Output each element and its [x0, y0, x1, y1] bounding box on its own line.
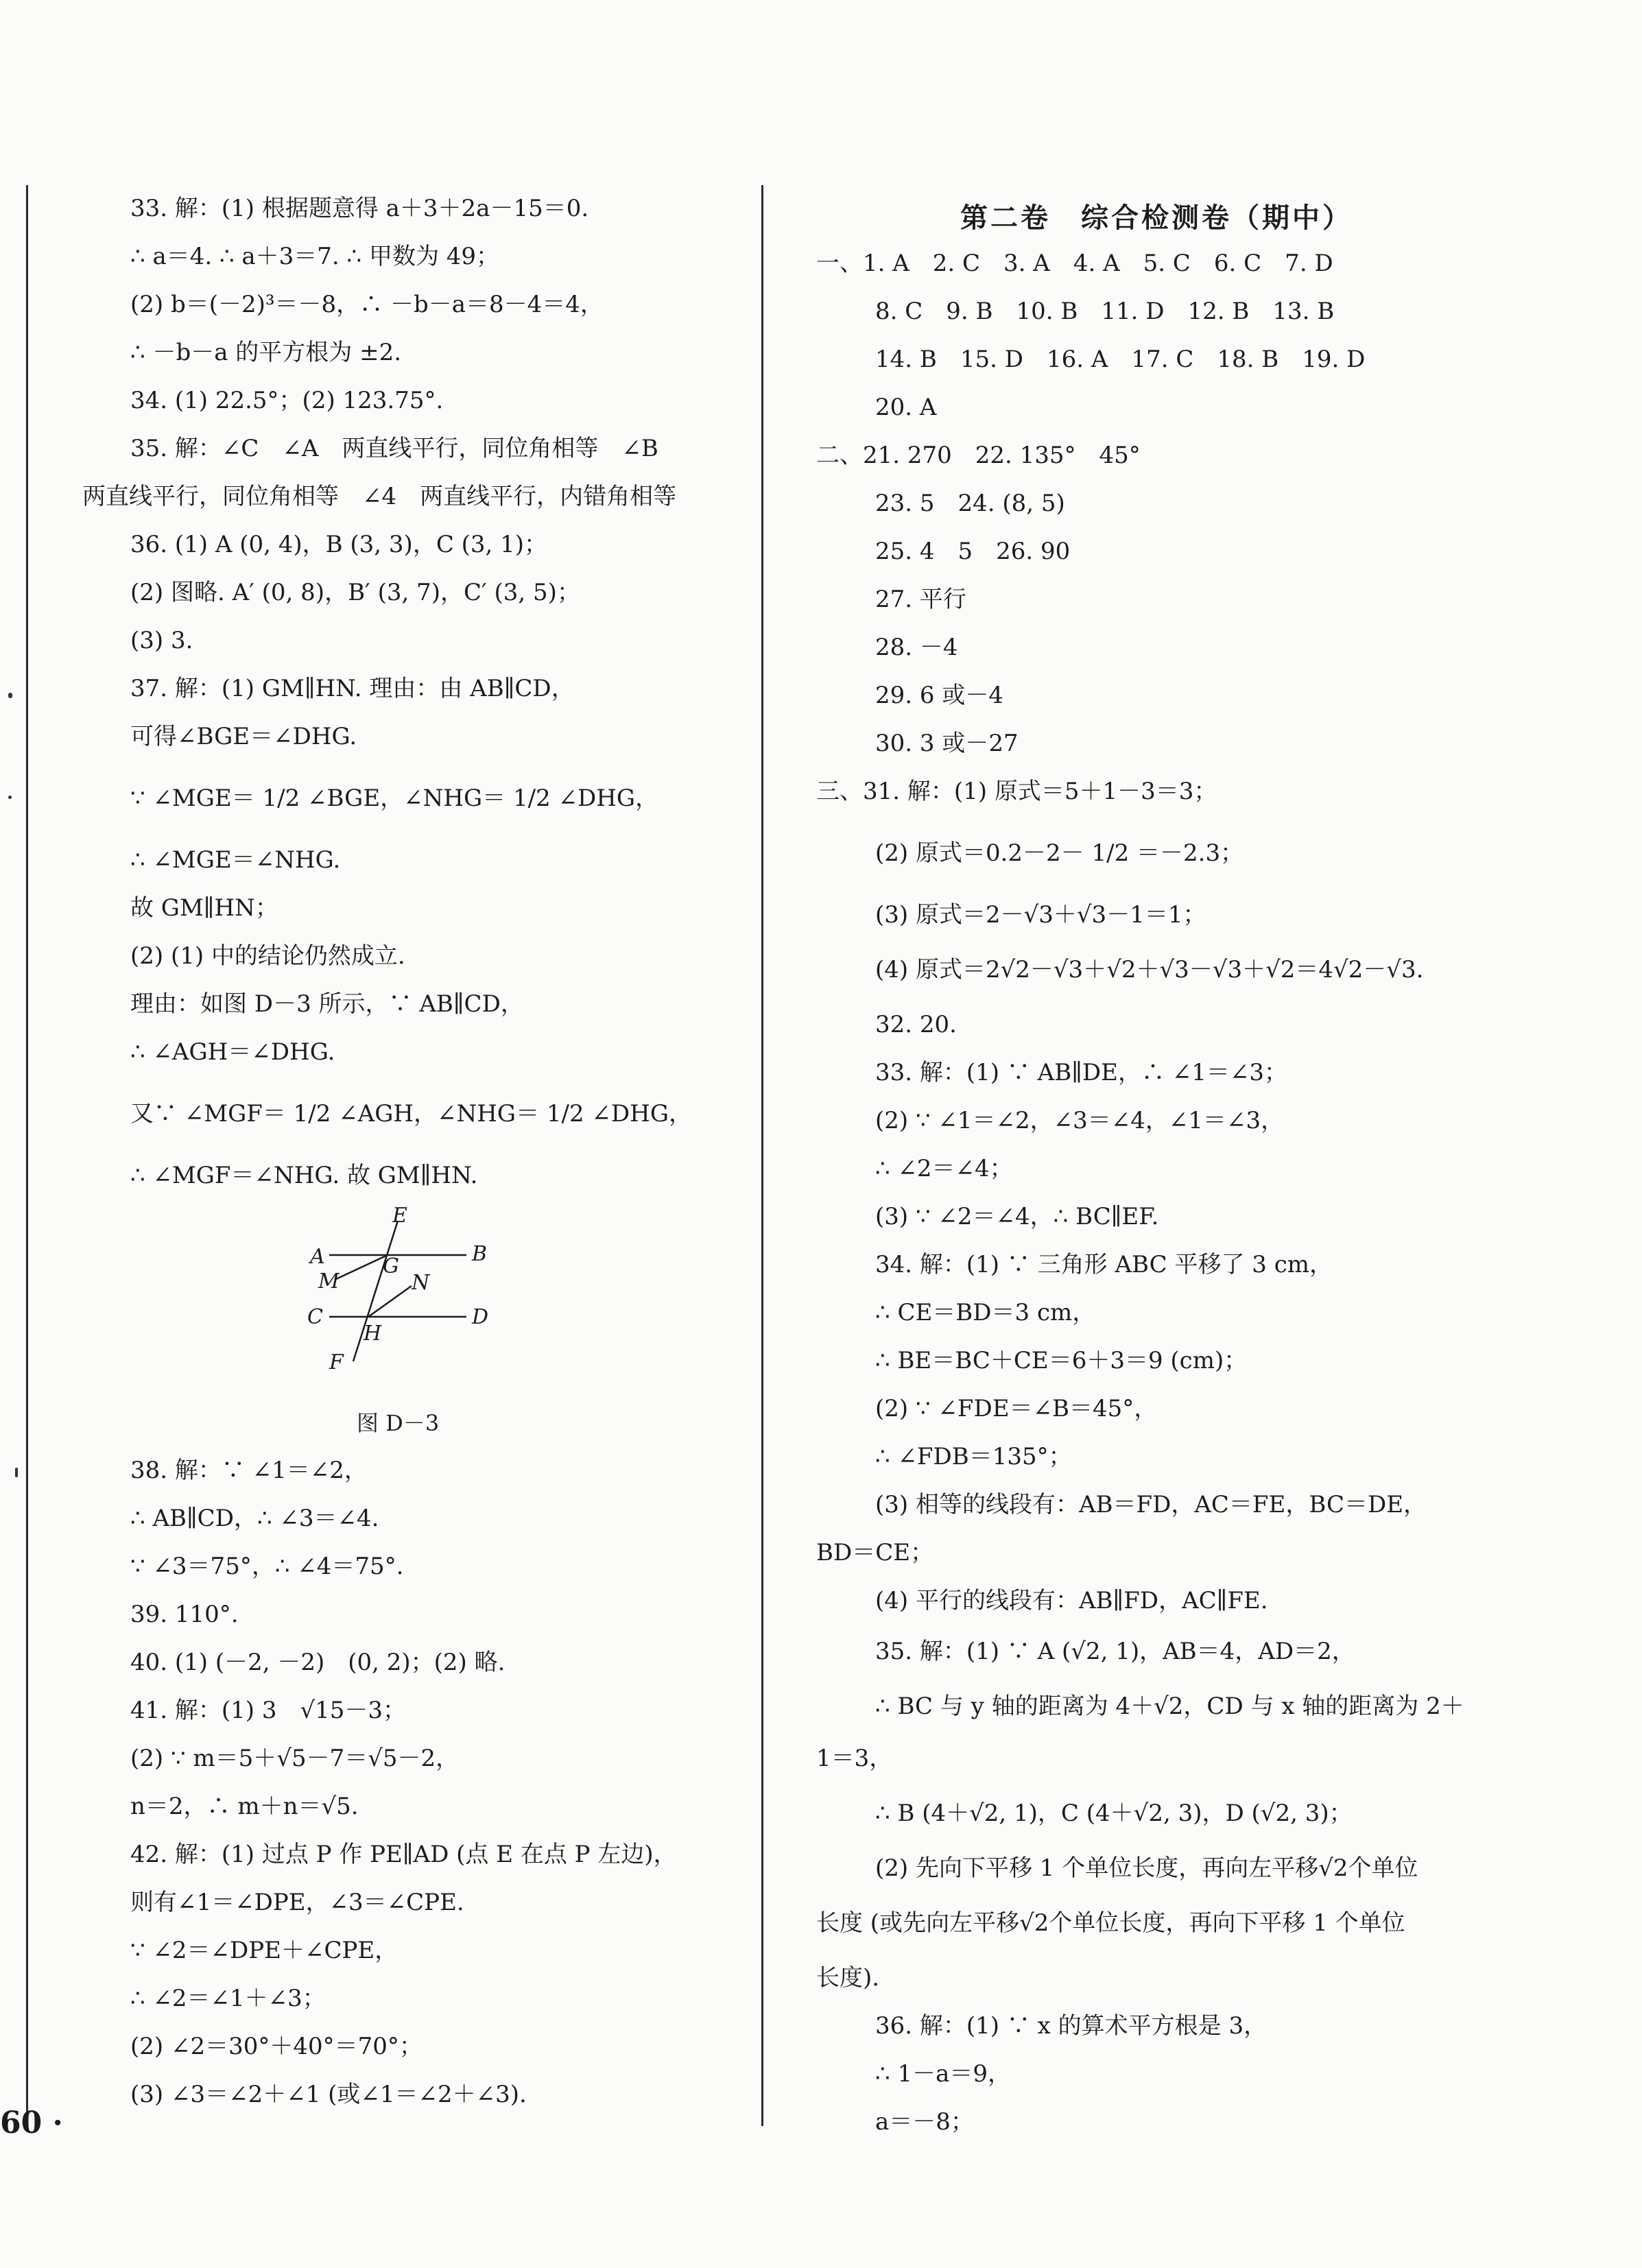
answer-line: (2) ∵ m＝5＋√5－7＝√5－2， [130, 1745, 460, 1772]
answer-line: 41. 解：(1) 3 √15－3； [130, 1697, 407, 1724]
answer-line: 则有∠1＝∠DPE，∠3＝∠CPE. [130, 1889, 464, 1916]
answer-line: 37. 解：(1) GM∥HN. 理由：由 AB∥CD， [130, 675, 575, 702]
answer-line: 38. 解：∵ ∠1＝∠2， [130, 1457, 368, 1484]
section-heading: 第二卷 综合检测卷（期中） [960, 202, 1353, 234]
answer-line: 理由：如图 D－3 所示，∵ AB∥CD， [130, 990, 524, 1018]
answer-line: 34. 解：(1) ∵ 三角形 ABC 平移了 3 cm， [875, 1251, 1333, 1278]
answer-line: 23. 5 24. (8, 5) [875, 490, 1065, 517]
answer-line: ∴ ∠2＝∠4； [875, 1155, 1013, 1182]
answer-line: (3) ∵ ∠2＝∠4，∴ BC∥EF. [875, 1203, 1159, 1230]
label-d: D [472, 1305, 489, 1329]
answer-line: ∴ 1－a＝9， [875, 2060, 1011, 2088]
answer-line: 28. －4 [875, 634, 958, 661]
answer-line: ∴ BC 与 y 轴的距离为 4＋√2，CD 与 x 轴的距离为 2＋ [875, 1693, 1464, 1720]
answer-line: ∴ BE＝BC＋CE＝6＋3＝9 (cm)； [875, 1347, 1248, 1374]
answer-line: ∴ ∠MGF＝∠NHG. 故 GM∥HN. [130, 1162, 478, 1189]
label-c: C [307, 1305, 323, 1329]
answer-line: 14. B 15. D 16. A 17. C 18. B 19. D [875, 346, 1366, 373]
answer-line: ∴ AB∥CD，∴ ∠3＝∠4. [130, 1505, 379, 1532]
answer-line: ∵ ∠2＝∠DPE＋∠CPE， [130, 1937, 398, 1964]
answer-line: (2) (1) 中的结论仍然成立. [130, 942, 405, 970]
answer-line: 一、1. A 2. C 3. A 4. A 5. C 6. C 7. D [816, 250, 1333, 277]
label-a: A [310, 1245, 325, 1269]
scan-speck [8, 693, 12, 698]
answer-line: (3) ∠3＝∠2＋∠1 (或∠1＝∠2＋∠3). [130, 2081, 527, 2108]
column-divider [761, 185, 763, 2126]
answer-line: 32. 20. [875, 1011, 957, 1038]
answer-line: 二、21. 270 22. 135° 45° [816, 442, 1141, 469]
answer-line: ∴ －b－a 的平方根为 ±2. [130, 339, 402, 366]
answer-line: (2) 先向下平移 1 个单位长度，再向左平移√2个单位 [875, 1854, 1418, 1882]
label-m: M [318, 1269, 340, 1293]
answer-line: 长度). [816, 1964, 880, 1992]
answer-line: ∵ ∠3＝75°，∴ ∠4＝75°. [130, 1553, 404, 1580]
label-b: B [472, 1242, 488, 1266]
answer-line: 30. 3 或－27 [875, 730, 1019, 757]
answer-line: (3) 相等的线段有：AB＝FD，AC＝FE，BC＝DE， [875, 1491, 1427, 1518]
label-f: F [329, 1350, 344, 1374]
answer-line: 又∵ ∠MGF＝ 1/2 ∠AGH，∠NHG＝ 1/2 ∠DHG， [130, 1100, 692, 1127]
answer-line: (2) 图略. A′ (0, 8)，B′ (3, 7)，C′ (3, 5)； [130, 579, 580, 606]
answer-line: ∴ B (4＋√2, 1)，C (4＋√2, 3)，D (√2, 3)； [875, 1800, 1353, 1827]
answer-line: 29. 6 或－4 [875, 682, 1003, 709]
answer-line: ∵ ∠MGE＝ 1/2 ∠BGE，∠NHG＝ 1/2 ∠DHG， [130, 785, 659, 812]
answer-line: (4) 原式＝2√2－√3＋√2＋√3－√3＋√2＝4√2－√3. [875, 956, 1424, 983]
scan-speck [15, 1468, 18, 1477]
answer-line: (2) b＝(－2)³＝－8，∴ －b－a＝8－4＝4， [130, 291, 604, 318]
answer-line: (2) 原式＝0.2－2－ 1/2 ＝－2.3； [875, 839, 1244, 867]
answer-line: 33. 解：(1) 根据题意得 a＋3＋2a－15＝0. [130, 195, 589, 222]
answer-line: n＝2，∴ m＋n＝√5. [130, 1793, 359, 1820]
answer-line: ∴ CE＝BD＝3 cm， [875, 1299, 1096, 1326]
answer-line: 36. (1) A (0, 4)，B (3, 3)，C (3, 1)； [130, 531, 548, 558]
answer-line: 36. 解：(1) ∵ x 的算术平方根是 3， [875, 2012, 1268, 2040]
scan-speck [8, 796, 12, 799]
answer-line: (4) 平行的线段有：AB∥FD，AC∥FE. [875, 1587, 1268, 1614]
label-n: N [412, 1271, 430, 1295]
answer-line: 两直线平行，同位角相等 ∠4 两直线平行，内错角相等 [82, 483, 677, 510]
answer-line: 25. 4 5 26. 90 [875, 538, 1071, 565]
figure-d3-parallel-lines [302, 1207, 535, 1385]
answer-line: (2) ∠2＝30°＋40°＝70°； [130, 2033, 423, 2060]
answer-line: (2) ∵ ∠FDE＝∠B＝45°， [875, 1395, 1158, 1422]
label-e: E [392, 1207, 407, 1228]
answer-line: BD＝CE； [816, 1539, 934, 1566]
answer-line: 20. A [875, 394, 937, 421]
answer-line: 34. (1) 22.5°；(2) 123.75°. [130, 387, 444, 414]
answer-line: (3) 3. [130, 627, 193, 654]
answer-line: 33. 解：(1) ∵ AB∥DE，∴ ∠1＝∠3； [875, 1059, 1288, 1086]
answer-line: (2) ∵ ∠1＝∠2，∠3＝∠4，∠1＝∠3， [875, 1107, 1285, 1134]
page-number: 60 · [0, 2105, 63, 2140]
answer-line: (3) 原式＝2－√3＋√3－1＝1； [875, 901, 1206, 929]
answer-line: ∴ ∠FDB＝135°； [875, 1443, 1072, 1470]
figure-caption: 图 D－3 [357, 1410, 440, 1436]
answer-line: ∴ ∠MGE＝∠NHG. [130, 846, 341, 874]
label-g: G [383, 1254, 399, 1278]
answer-line: 40. (1) (－2, －2) (0, 2)；(2) 略. [130, 1649, 505, 1676]
answer-line: a＝－8； [875, 2108, 974, 2136]
answer-line: 1＝3， [816, 1745, 893, 1772]
left-margin-rule [26, 185, 28, 2119]
answer-line: ∴ a＝4. ∴ a＋3＝7. ∴ 甲数为 49； [130, 243, 500, 270]
answer-line: 42. 解：(1) 过点 P 作 PE∥AD (点 E 在点 P 左边)， [130, 1841, 677, 1868]
answer-line: 三、31. 解：(1) 原式＝5＋1－3＝3； [816, 778, 1217, 805]
label-h: H [364, 1322, 382, 1346]
answer-line: 可得∠BGE＝∠DHG. [130, 723, 357, 750]
answer-line: 8. C 9. B 10. B 11. D 12. B 13. B [875, 298, 1335, 325]
answer-line: 27. 平行 [875, 586, 966, 613]
answer-line: 35. 解：(1) ∵ A (√2, 1)，AB＝4，AD＝2， [875, 1638, 1355, 1665]
answer-line: 长度 (或先向左平移√2个单位长度，再向下平移 1 个单位 [816, 1909, 1405, 1937]
answer-line: ∴ ∠AGH＝∠DHG. [130, 1038, 335, 1066]
answer-line: 故 GM∥HN； [130, 894, 278, 922]
answer-line: 35. 解：∠C ∠A 两直线平行，同位角相等 ∠B [130, 435, 658, 462]
answer-line: ∴ ∠2＝∠1＋∠3； [130, 1985, 326, 2012]
answer-line: 39. 110°. [130, 1601, 239, 1628]
